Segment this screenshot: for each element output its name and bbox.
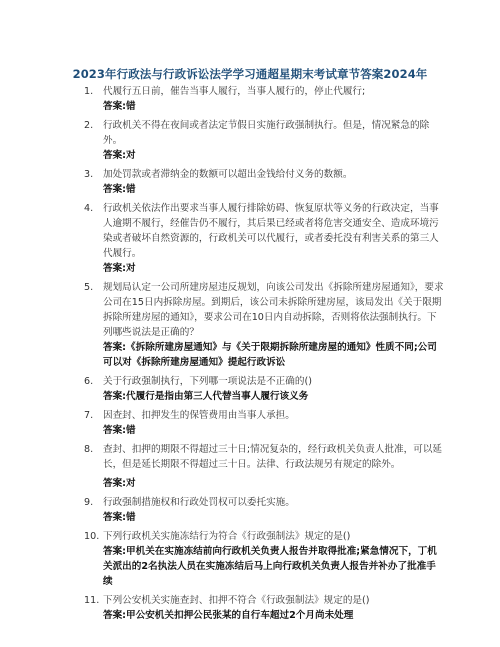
question-number: 2. (84, 120, 94, 131)
question-number: 8. (84, 444, 94, 455)
question-number: 9. (84, 497, 94, 508)
question-item (84, 374, 444, 404)
question-number: 1. (84, 86, 94, 97)
answer-text: 答案:对 (103, 263, 136, 274)
question-item (84, 167, 444, 197)
question-number: 11. (84, 595, 100, 606)
answer-text: 答案:错 (103, 512, 136, 523)
answer-text: 答案:对 (103, 478, 136, 489)
question-text: 加处罚款或者滞纳金的数额可以超出金钱给付义务的数额。 (103, 169, 353, 180)
question-item (84, 118, 444, 163)
question-number: 6. (84, 376, 94, 387)
question-item (84, 84, 444, 114)
question-number: 5. (84, 282, 94, 293)
answer-text: 答案:甲机关在实施冻结前向行政机关负责人报告并取得批准;紧急情况下，丁机关派出的2名执法人员在实施冻结后马上向行政机关负责人报告并补办了批准手续 (103, 546, 437, 587)
answer-text: 答案:《拆除所建房屋通知》与《关于限期拆除所建房屋的通知》性质不同;公司可以对《拆除所建房屋通知》提起行政诉讼 (103, 342, 437, 368)
question-list (84, 84, 444, 623)
question-text: 下列公安机关实施查封、扣押不符合《行政强制法》规定的是() (103, 595, 370, 606)
question-item (84, 201, 444, 276)
answer-text: 答案:甲公安机关扣押公民张某的自行车超过2个月尚未处理 (103, 610, 354, 621)
question-number: 7. (84, 410, 94, 421)
question-item (84, 495, 444, 525)
question-text: 因查封、扣押发生的保管费用由当事人承担。 (103, 410, 295, 421)
answer-text: 答案:对 (103, 150, 136, 161)
question-item (84, 529, 444, 589)
question-item (84, 442, 444, 491)
question-number: 10. (84, 531, 100, 542)
question-text: 查封、扣押的期限不得超过三十日;情况复杂的，经行政机关负责人批准，可以延长，但是延长期限不得超过三十日。法律、行政法规另有规定的除外。 (103, 444, 443, 470)
question-text: 行政机关不得在夜间或者法定节假日实施行政强制执行。但是，情况紧急的除外。 (103, 120, 430, 146)
question-item (84, 280, 444, 370)
question-item (84, 408, 444, 438)
question-item (84, 593, 444, 623)
question-text: 关于行政强制执行，下列哪一项说法是不正确的() (103, 376, 312, 387)
question-text: 代履行五日前，催告当事人履行，当事人履行的，停止代履行; (103, 86, 366, 97)
question-text: 行政强制措施权和行政处罚权可以委托实施。 (103, 497, 295, 508)
question-number: 4. (84, 203, 94, 214)
answer-text: 答案:错 (103, 184, 136, 195)
document-title: 2023年行政法与行政诉讼法学学习通超星期末考试章节答案2024年 (72, 67, 428, 81)
question-number: 3. (84, 169, 94, 180)
question-text: 下列行政机关实施冻结行为符合《行政强制法》规定的是() (103, 531, 351, 542)
answer-text: 答案:代履行是指由第三人代替当事人履行该义务 (103, 391, 309, 402)
question-text: 行政机关依法作出要求当事人履行排除妨碍、恢复原状等义务的行政决定，当事人逾期不履行，经催告仍不履行，其后果已经或者将危害交通安全、造成环境污染或者破坏自然资源的，行政机关可以代履行，或者委托没有利害关系的第三人代履行。 (103, 203, 439, 259)
answer-text: 答案:错 (103, 425, 136, 436)
question-text: 规划局认定一公司所建房屋违反规划，向该公司发出《拆除所建房屋通知》，要求公司在15日内拆除房屋。到期后，该公司未拆除所建房屋，该局发出《关于限期拆除所建房屋的通知》，要求公司在10日内自动拆除，否则将依法强制执行。下列哪些说法是正确的？ (103, 282, 444, 338)
answer-text: 答案:错 (103, 101, 136, 112)
